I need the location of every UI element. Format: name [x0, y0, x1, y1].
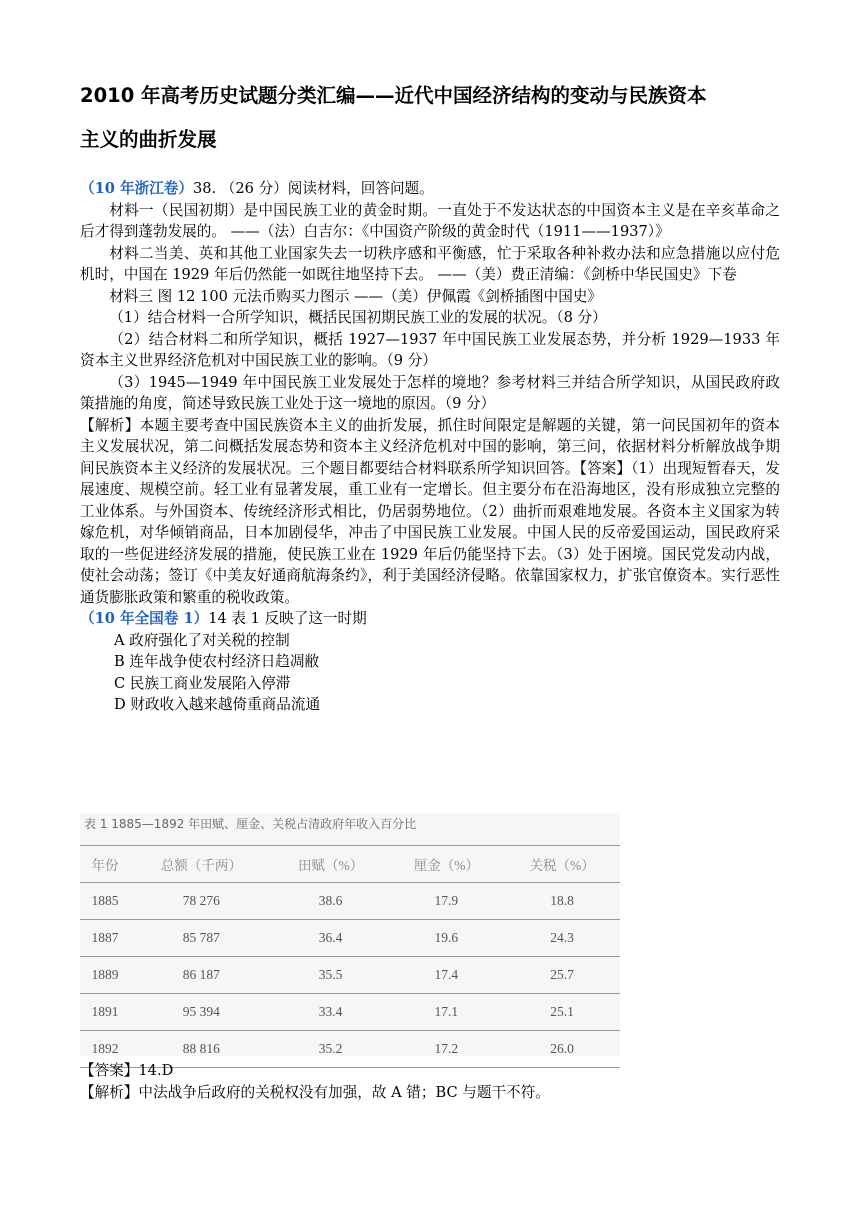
question-38-source: （10 年浙江卷）: [80, 180, 193, 197]
title-line-1: 2010 年高考历史试题分类汇编——近代中国经济结构的变动与民族资本: [80, 84, 707, 107]
material-2: 材料二当美、英和其他工业国家失去一切秩序感和平衡感，忙于采取各种补救办法和应急措施以应付危机时，中国在 1929 年后仍然能一如既往地坚持下去。 ——（美）费正清编：《剑桥中华民国史》下卷: [80, 244, 780, 283]
cell-customs: 25.7: [504, 957, 620, 994]
table-1-image: [80, 813, 620, 1056]
option-c: C 民族工商业发展陷入停滞: [114, 674, 291, 692]
table-row: [80, 994, 620, 1031]
cell-land-tax: 33.4: [273, 994, 389, 1031]
question-38-stem: [80, 178, 780, 200]
question-14-stem: [80, 608, 780, 630]
cell-year: 1889: [80, 957, 130, 994]
cell-total: 88 816: [130, 1031, 273, 1068]
header-lijin: 厘金（%）: [388, 846, 504, 883]
question-38-analysis: 【解析】本题主要考查中国民族资本主义的曲折发展，抓住时间限定是解题的关键，第一问民国初年的资本主义发展状况，第二问概括发展态势和资本主义经济危机对中国的影响，第三问，依据材料分析解放战争期间民族资本主义经济的发展状况。三个题目都要结合材料联系所学知识回答。【答案】（1）出现短暂春天，发展速度、规模空前。轻工业有显著发展，重工业有一定增长。但主要分布在沿海地区，没有形成独立完整的工业体系。与外国资本、传统经济形式相比，仍居弱势地位。（2）曲折而艰难地发展。各资本主义国家为转嫁危机，对华倾销商品，日本加剧侵华，冲击了中国民族工业发展。中国人民的反帝爱国运动，国民政府采取的一些促进经济发展的措施，使民族工业在 1929 年后仍能坚持下去。（3）处于困境。国民党发动内战，使社会动荡；签订《中美友好通商航海条约》，利于美国经济侵略。依靠国家权力，扩张官僚资本。实行恶性通货膨胀政策和繁重的税收政策。: [80, 416, 780, 606]
header-land-tax: 田赋（%）: [273, 846, 389, 883]
question-14-source: （10 年全国卷 1）: [80, 610, 209, 627]
cell-lijin: 17.2: [388, 1031, 504, 1068]
cell-year: 1885: [80, 883, 130, 920]
cell-total: 86 187: [130, 957, 273, 994]
cell-lijin: 17.1: [388, 994, 504, 1031]
cell-customs: 18.8: [504, 883, 620, 920]
cell-lijin: 19.6: [388, 920, 504, 957]
option-a: A 政府强化了对关税的控制: [114, 631, 290, 649]
sub-question-3: （3）1945—1949 年中国民族工业发展处于怎样的境地？参考材料三并结合所学知识，从国民政府政策措施的角度，简述导致民族工业处于这一境地的原因。（9 分）: [80, 373, 780, 412]
cell-total: 78 276: [130, 883, 273, 920]
table-row: [80, 920, 620, 957]
cell-customs: 24.3: [504, 920, 620, 957]
header-total: 总额（千两）: [130, 846, 273, 883]
header-customs: 关税（%）: [504, 846, 620, 883]
cell-total: 95 394: [130, 994, 273, 1031]
question-14-answer: 【答案】14.D: [80, 1062, 174, 1079]
question-38-text: 38. （26 分）阅读材料，回答问题。: [192, 180, 434, 197]
cell-land-tax: 35.2: [273, 1031, 389, 1068]
cell-customs: 25.1: [504, 994, 620, 1031]
question-14-text: 14 表 1 反映了这一时期: [208, 610, 367, 627]
cell-customs: 26.0: [504, 1031, 620, 1068]
cell-year: 1887: [80, 920, 130, 957]
material-1: 材料一（民国初期）是中国民族工业的黄金时期。一直处于不发达状态的中国资本主义是在辛亥革命之后才得到蓬勃发展的。 ——（法）白吉尔：《中国资产阶级的黄金时代（1911——1937）》: [80, 201, 780, 240]
question-14-analysis: 【解析】中法战争后政府的关税权没有加强，故 A 错；BC 与题干不符。: [80, 1083, 550, 1101]
table-caption: 表 1 1885—1892 年田赋、厘金、关税占清政府年收入百分比: [84, 817, 417, 831]
document-title: [80, 74, 800, 162]
cell-land-tax: 36.4: [273, 920, 389, 957]
cell-land-tax: 38.6: [273, 883, 389, 920]
header-year: 年份: [80, 846, 130, 883]
cell-land-tax: 35.5: [273, 957, 389, 994]
question-38-block: [80, 178, 780, 716]
table-row: [80, 957, 620, 994]
cell-lijin: 17.9: [388, 883, 504, 920]
cell-lijin: 17.4: [388, 957, 504, 994]
revenue-table: [80, 845, 620, 1068]
option-b: B 连年战争使农村经济日趋凋敝: [114, 653, 320, 670]
sub-question-2: （2）结合材料二和所学知识，概括 1927—1937 年中国民族工业发展态势，并分析 1929—1933 年资本主义世界经济危机对中国民族工业的影响。（9 分）: [80, 330, 780, 369]
table-header-row: [80, 846, 620, 883]
option-d: D 财政收入越来越倚重商品流通: [114, 696, 321, 713]
cell-year: 1891: [80, 994, 130, 1031]
material-3: 材料三 图 12 100 元法币购买力图示 ——（美）伊佩霞《剑桥插图中国史》: [109, 287, 603, 305]
question-14-answer-block: [80, 1060, 780, 1103]
table-row: [80, 883, 620, 920]
sub-question-1: （1）结合材料一合所学知识，概括民国初期民族工业的发展的状况。（8 分）: [109, 309, 607, 326]
cell-year: 1892: [80, 1031, 130, 1068]
title-line-2: 主义的曲折发展: [80, 128, 217, 151]
cell-total: 85 787: [130, 920, 273, 957]
